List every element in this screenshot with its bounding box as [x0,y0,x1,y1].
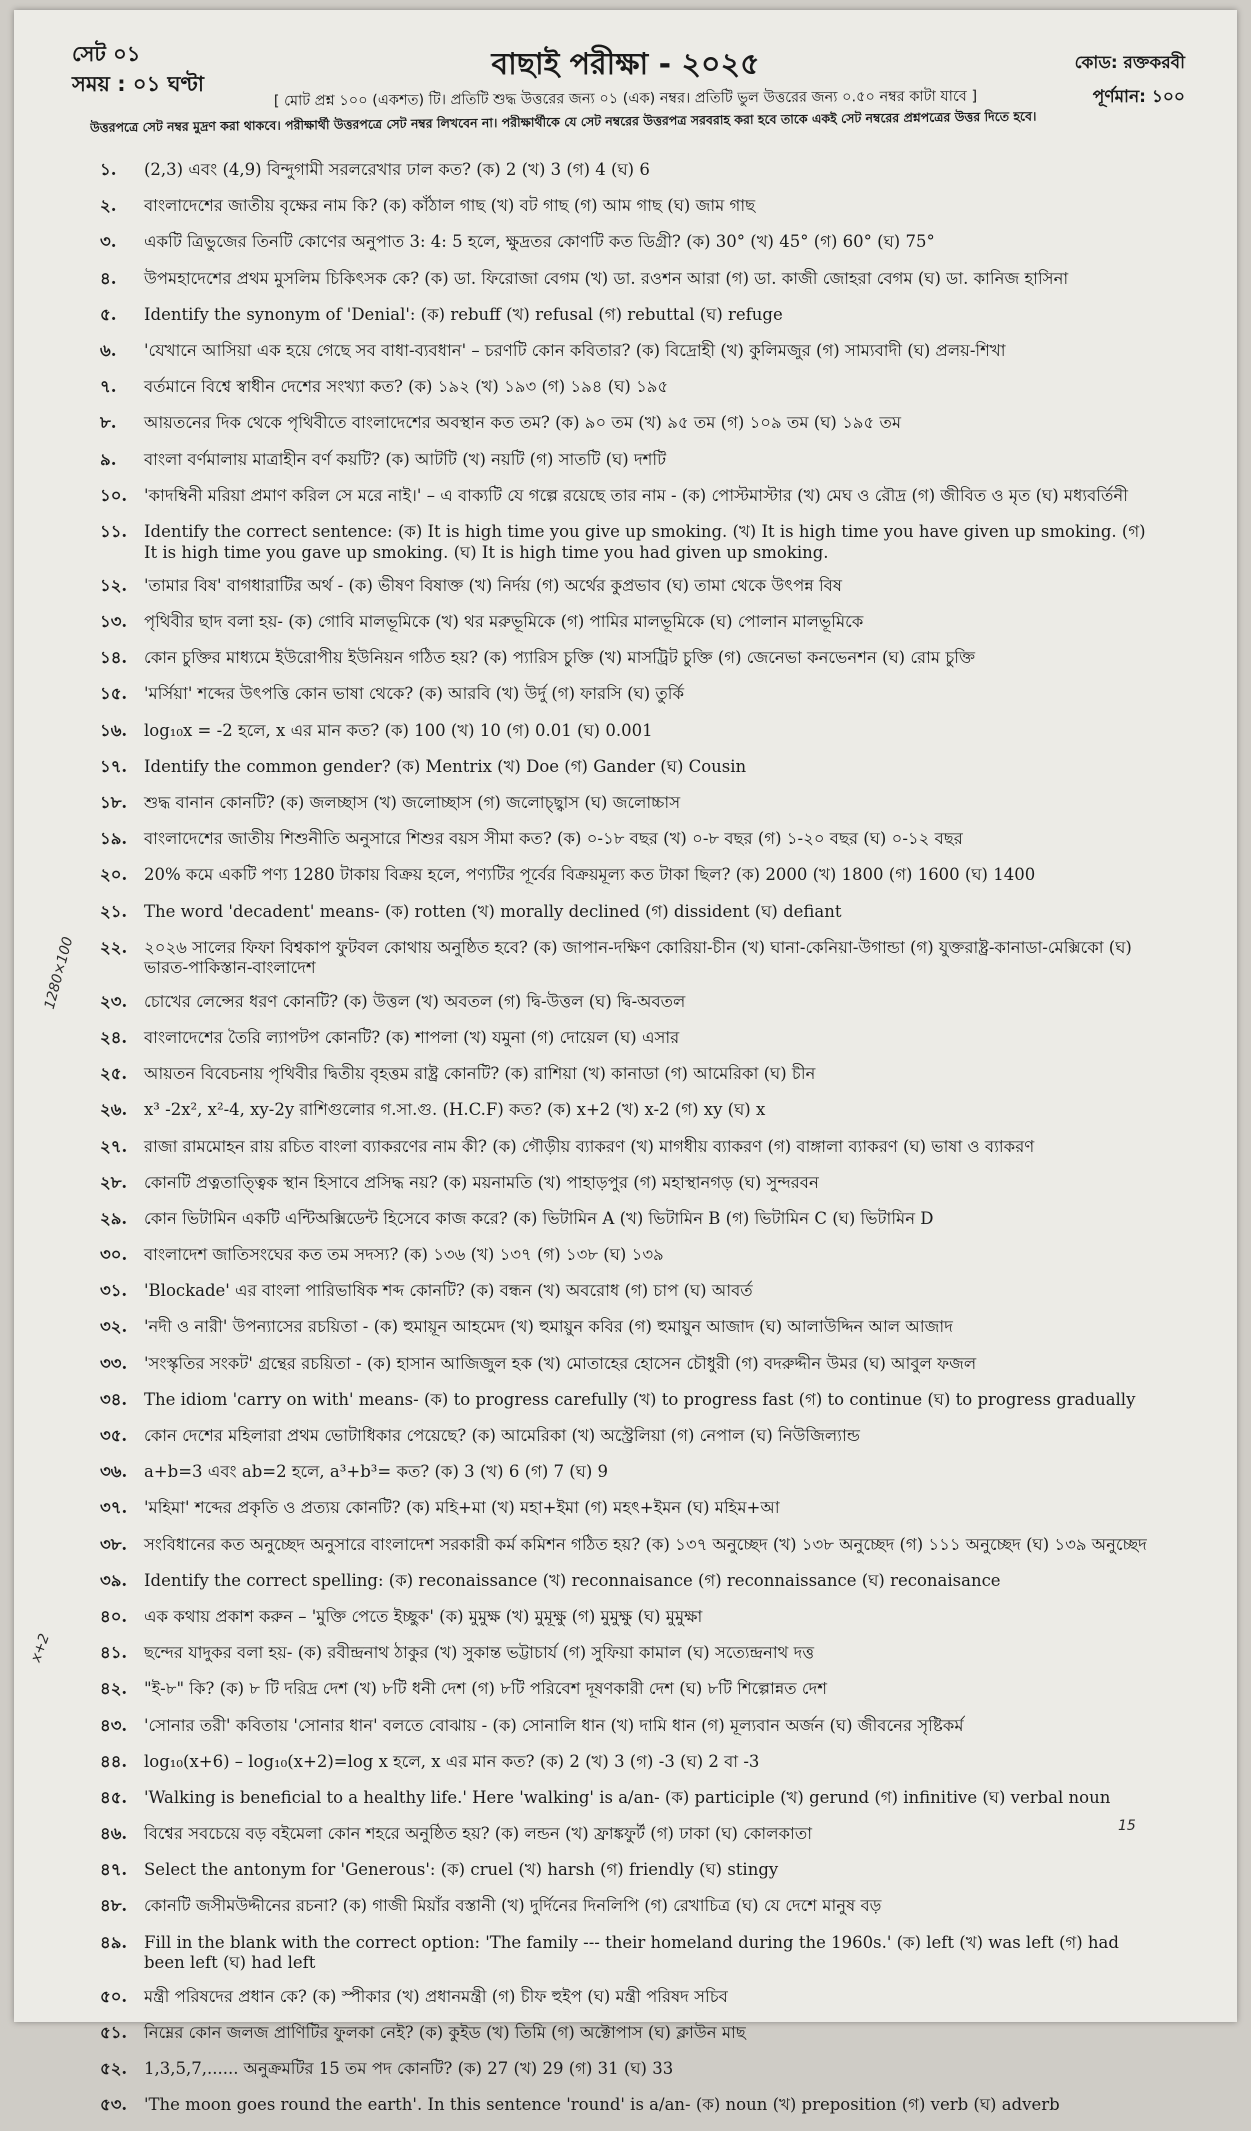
question-item [100,684,1160,720]
question-number: ৪১. [100,1643,128,1663]
set-number: সেট ০১ [72,42,141,66]
question-item [100,1028,1160,1064]
question-number: ২৮. [100,1172,128,1192]
question-text: The idiom 'carry on with' means- (ক) to progress carefully (খ) to progress fast (গ) to continue (ঘ) to progress gradually [144,1389,1136,1409]
question-text: উপমহাদেশের প্রথম মুসলিম চিকিৎসক কে? (ক) ডা. ফিরোজা বেগম (খ) ডা. রওশন আরা (গ) ডা. কাজী জোহরা বেগম (ঘ) ডা. কানিজ হাসিনা [144,268,1069,288]
question-item [100,377,1160,413]
question-text: কোন চুক্তির মাধ্যমে ইউরোপীয় ইউনিয়ন গঠিত হয়? (ক) প্যারিস চুক্তি (খ) মাসট্রিট চুক্তি (গ) জেনেভা কনভেনশন (ঘ) রোম চুক্তি [144,648,975,668]
question-text: log₁₀(x+6) – log₁₀(x+2)=log x হলে, x এর মান কত? (ক) 2 (খ) 3 (গ) -3 (ঘ) 2 বা -3 [144,1751,760,1771]
question-text: x³ -2x², x²-4, xy-2y রাশিগুলোর গ.সা.গু. (H.C.F) কত? (ক) x+2 (খ) x-2 (গ) xy (ঘ) x [144,1100,766,1120]
question-item [100,1860,1160,1896]
question-text: 'কাদম্বিনী মরিয়া প্রমাণ করিল সে মরে নাই।' – এ বাক্যটি যে গল্পে রয়েছে তার নাম - (ক) পোস্টমাস্টার (খ) মেঘ ও রৌদ্র (গ) জীবিত ও মৃত (ঘ) মধ্যবর্তিনী [144,485,1128,505]
question-number: ৪০. [100,1606,128,1626]
question-number: ৩৭. [100,1498,128,1518]
question-number: ২৬. [100,1100,128,1120]
question-text: 'মর্সিয়া' শব্দের উৎপত্তি কোন ভাষা থেকে? (ক) আরবি (খ) উর্দু (গ) ফারসি (ঘ) তুর্কি [144,684,685,704]
question-item [100,1462,1160,1498]
question-text: ২০২৬ সালের ফিফা বিশ্বকাপ ফুটবল কোথায় অনুষ্ঠিত হবে? (ক) জাপান-দক্ষিণ কোরিয়া-চীন (খ) ঘানা-কেনিয়া-উগান্ডা (গ) যুক্তরাষ্ট্র-কানাডা-মেক্সিকো (ঘ) ভারত-পাকিস্তান-বাংলাদেশ [144,937,1132,978]
question-number: ৪৭. [100,1860,128,1880]
question-item [100,992,1160,1028]
question-item [100,1535,1160,1571]
question-text: Identify the common gender? (ক) Mentrix (খ) Doe (গ) Gander (ঘ) Cousin [144,756,747,776]
question-text: বাংলাদেশের জাতীয় বৃক্ষের নাম কি? (ক) কাঁঠাল গাছ (খ) বট গাছ (গ) আম গাছ (ঘ) জাম গাছ [144,196,756,216]
question-number: ৩০. [100,1245,128,1265]
question-text: 'সোনার তরী' কবিতায় 'সোনার ধান' বলতে বোঝায় - (ক) সোনালি ধান (খ) দামি ধান (গ) মূল্যবান অর্জন (ঘ) জীবনের সৃষ্টিকর্ম [144,1715,964,1735]
question-number: ৩৮. [100,1534,128,1554]
question-number: ২. [100,196,117,216]
question-number: ৩৪. [100,1389,128,1409]
margin-note: 1280×100 [41,935,77,1011]
question-text: কোন ভিটামিন একটি এন্টিঅক্সিডেন্ট হিসেবে কাজ করে? (ক) ভিটামিন A (খ) ভিটামিন B (গ) ভিটামিন C (ঘ) ভিটামিন D [144,1208,934,1228]
question-text: বর্তমানে বিশ্বে স্বাধীন দেশের সংখ্যা কত? (ক) ১৯২ (খ) ১৯৩ (গ) ১৯৪ (ঘ) ১৯৫ [144,377,669,397]
question-text: কোনটি প্রত্নতাত্ত্বিক স্থান হিসাবে প্রসিদ্ধ নয়? (ক) ময়নামতি (খ) পাহাড়পুর (গ) মহাস্থানগড় (ঘ) সুন্দরবন [144,1172,819,1192]
question-item [100,2095,1160,2131]
question-item [100,829,1160,865]
question-number: ৩৩. [100,1353,128,1373]
question-item [100,1679,1160,1715]
question-item [100,160,1160,196]
question-text: 20% কমে একটি পণ্য 1280 টাকায় বিক্রয় হলে, পণ্যটির পূর্বের বিক্রয়মূল্য কত টাকা ছিল? (ক) 2000 (খ) 1800 (গ) 1600 (ঘ) 1400 [144,865,1036,885]
question-item [100,1643,1160,1679]
question-item [100,1788,1160,1824]
margin-note: 15 [1118,1818,1136,1834]
question-text: log₁₀x = -2 হলে, x এর মান কত? (ক) 100 (খ) 10 (গ) 0.01 (ঘ) 0.001 [144,720,653,740]
question-text: 'নদী ও নারী' উপন্যাসের রচয়িতা - (ক) হুমায়ূন আহমেদ (খ) হুমায়ুন কবির (গ) হুমায়ুন আজাদ (ঘ) আলাউদ্দিন আল আজাদ [144,1317,953,1337]
question-item [100,1317,1160,1353]
question-number: ৪৩. [100,1715,128,1735]
question-number: ২১. [100,901,128,921]
question-text: 'যেখানে আসিয়া এক হয়ে গেছে সব বাধা-ব্যবধান' – চরণটি কোন কবিতার? (ক) বিদ্রোহী (খ) কুলিমজুর (গ) সাম্যবাদী (ঘ) প্রলয়-শিখা [144,340,1006,360]
question-number: ১. [100,160,117,179]
question-number: ৪৪. [100,1751,128,1771]
question-text: নিম্নের কোন জলজ প্রাণিটির ফুলকা নেই? (ক) কুইড (খ) তিমি (গ) অক্টোপাস (ঘ) ক্লাউন মাছ [144,2022,746,2042]
instruction-marks: [ মোট প্রশ্ন ১০০ (একশত) টি। প্রতিটি শুদ্ধ উত্তরের জন্য ০১ (এক) নম্বর। প্রতিটি ভুল উত্তরের জন্য ০.৫০ নম্বর কাটা যাবে ] [273,88,978,110]
question-text: কোন দেশের মহিলারা প্রথম ভোটাধিকার পেয়েছে? (ক) আমেরিকা (খ) অস্ট্রেলিয়া (গ) নেপাল (ঘ) নিউজিল্যান্ড [144,1426,860,1445]
question-number: ৩৯. [100,1570,128,1590]
question-number: ২৫. [100,1064,128,1084]
question-item [100,576,1160,612]
question-item [100,1100,1160,1136]
question-number: ৪২. [100,1679,128,1699]
question-number: ১০. [100,485,128,505]
question-number: ৩৫. [100,1426,128,1445]
question-text: 'The moon goes round the earth'. In this sentence 'round' is a/an- (ক) noun (খ) preposition (গ) verb (ঘ) adverb [144,2095,1060,2115]
question-text: রাজা রামমোহন রায় রচিত বাংলা ব্যাকরণের নাম কী? (ক) গৌড়ীয় ব্যাকরণ (খ) মাগধীয় ব্যাকরণ (গ) বাঙ্গালা ব্যাকরণ (ঘ) ভাষা ও ব্যাকরণ [144,1136,1035,1156]
question-item [100,232,1160,268]
question-number: ৩২. [100,1317,128,1337]
question-item [100,1933,1160,1987]
question-number: ১৭. [100,756,128,776]
question-number: ১৮. [100,793,128,812]
page-title: বাছাই পরীক্ষা - ২০২৫ [491,47,760,82]
question-text: বাংলাদেশ জাতিসংঘের কত তম সদস্য? (ক) ১৩৬ (খ) ১৩৭ (গ) ১৩৮ (ঘ) ১৩৯ [144,1245,664,1265]
question-item [100,341,1160,377]
question-item [100,1571,1160,1607]
question-text: 'Walking is beneficial to a healthy life.' Here 'walking' is a/an- (ক) participle (খ) gerund (গ) infinitive (ঘ) verbal noun [144,1787,1111,1807]
question-number: ৪. [100,268,117,288]
question-number: ৪৫. [100,1787,128,1807]
question-item [100,196,1160,232]
question-number: ১২. [100,575,128,595]
question-text: সংবিধানের কত অনুচ্ছেদ অনুসারে বাংলাদেশ সরকারী কর্ম কমিশন গঠিত হয়? (ক) ১৩৭ অনুচ্ছেদ (খ) ১৩৮ অনুচ্ছেদ (গ) ১১১ অনুচ্ছেদ (ঘ) ১৩৯ অনুচ্ছেদ [144,1534,1147,1554]
question-number: ৩১. [100,1281,128,1301]
question-text: Fill in the blank with the correct option: 'The family --- their homeland during the 1960s.' (ক) left (খ) was left (গ) had been left (ঘ) had left [144,1932,1119,1973]
question-number: ২২. [100,937,128,957]
question-text: চোখের লেন্সের ধরণ কোনটি? (ক) উত্তল (খ) অবতল (গ) দ্বি-উত্তল (ঘ) দ্বি-অবতল [144,991,686,1011]
question-text: 'মহিমা' শব্দের প্রকৃতি ও প্রত্যয় কোনটি? (ক) মহি+মা (খ) মহা+ইমা (গ) মহৎ+ইমন (ঘ) মহিম+আ [144,1498,780,1518]
question-text: বাংলা বর্ণমালায় মাত্রাহীন বর্ণ কয়টি? (ক) আটটি (খ) নয়টি (গ) সাতটি (ঘ) দশটি [144,449,667,469]
question-number: ১৪. [100,648,128,668]
question-text: বাংলাদেশের জাতীয় শিশুনীতি অনুসারে শিশুর বয়স সীমা কত? (ক) ০-১৮ বছর (খ) ০-৮ বছর (গ) ১-২০ বছর (ঘ) ০-১২ বছর [144,829,963,849]
question-number: ২০. [100,865,128,885]
question-text: Identify the synonym of 'Denial': (ক) rebuff (খ) refusal (গ) rebuttal (ঘ) refuge [144,304,783,324]
question-item [100,1354,1160,1390]
question-text: "ই-৮" কি? (ক) ৮ টি দরিদ্র দেশ (খ) ৮টি ধনী দেশ (গ) ৮টি পরিবেশ দূষণকারী দেশ (ঘ) ৮টি শিল্পোন্নত দেশ [144,1679,828,1699]
question-number: ৩. [100,232,117,252]
question-item [100,1987,1160,2023]
question-number: ৫১. [100,2022,128,2042]
exam-duration: সময় : ০১ ঘণ্টা [72,72,204,96]
question-item [100,1064,1160,1100]
question-item [100,2059,1160,2095]
question-number: ৪৬. [100,1824,128,1844]
full-marks: পূর্ণমান: ১০০ [1092,87,1185,107]
question-text: 'সংস্কৃতির সংকট' গ্রন্থের রচয়িতা - (ক) হাসান আজিজুল হক (খ) মোতাহের হোসেন চৌধুরী (গ) বদরুদ্দীন উমর (ঘ) আবুল ফজল [144,1353,977,1373]
question-item [100,1716,1160,1752]
question-number: ১১. [100,521,128,541]
question-text: Identify the correct sentence: (ক) It is high time you give up smoking. (খ) It is high time you have given up smoking. (গ) It is high time you gave up smoking. (ঘ) It is high time you had given up smoking. [144,521,1146,562]
question-item [100,1245,1160,1281]
question-item [100,486,1160,522]
question-number: ২৯. [100,1208,128,1228]
question-item [100,1281,1160,1317]
question-item [100,305,1160,341]
question-item [100,1173,1160,1209]
question-text: 1,3,5,7,...... অনুক্রমটির 15 তম পদ কোনটি? (ক) 27 (খ) 29 (গ) 31 (ঘ) 33 [144,2059,674,2078]
question-item [100,1824,1160,1860]
question-number: ১৬. [100,720,128,740]
question-text: বাংলাদেশের তৈরি ল্যাপটপ কোনটি? (ক) শাপলা (খ) যমুনা (গ) দোয়েল (ঘ) এসার [144,1027,680,1047]
question-number: ৫৩. [100,2095,128,2115]
question-item [100,902,1160,938]
question-item [100,1390,1160,1426]
question-text: ছন্দের যাদুকর বলা হয়- (ক) রবীন্দ্রনাথ ঠাকুর (খ) সুকান্ত ভট্টাচার্য (গ) সুফিয়া কামাল (ঘ) সত্যেন্দ্রনাথ দত্ত [144,1643,815,1663]
question-number: ৯. [100,449,117,469]
question-item [100,865,1160,901]
question-number: ১৩. [100,612,128,632]
question-number: ৮. [100,413,117,433]
question-item [100,612,1160,648]
question-text: Identify the correct spelling: (ক) reconaissance (খ) reconnaisance (গ) reconnaissance (ঘ) reconaisance [144,1570,1001,1590]
question-text: Select the antonym for 'Generous': (ক) cruel (খ) harsh (গ) friendly (ঘ) stingy [144,1860,779,1880]
question-item [100,1896,1160,1932]
question-number: ৭. [100,377,117,397]
question-item [100,450,1160,486]
question-text: আয়তন বিবেচনায় পৃথিবীর দ্বিতীয় বৃহত্তম রাষ্ট্র কোনটি? (ক) রাশিয়া (খ) কানাডা (গ) আমেরিকা (ঘ) চীন [144,1064,816,1084]
question-item [100,1752,1160,1788]
question-text: 'Blockade' এর বাংলা পারিভাষিক শব্দ কোনটি? (ক) বন্ধন (খ) অবরোধ (গ) চাপ (ঘ) আবর্ত [144,1281,753,1301]
question-text: আয়তনের দিক থেকে পৃথিবীতে বাংলাদেশের অবস্থান কত তম? (ক) ৯০ তম (খ) ৯৫ তম (গ) ১০৯ তম (ঘ) ১৯৫ তম [144,413,901,433]
margin-note: x+2 [28,1631,53,1665]
question-text: এক কথায় প্রকাশ করুন – 'মুক্তি পেতে ইচ্ছুক' (ক) মুমুক্ষ (খ) মুমূক্ষু (গ) মুমুক্ষু (ঘ) মুমুক্ষা [144,1606,703,1626]
question-item [100,757,1160,793]
question-number: ৫২. [100,2059,128,2078]
question-number: ৫০. [100,1986,128,2006]
question-text: পৃথিবীর ছাদ বলা হয়- (ক) গোবি মালভূমিকে (খ) থর মরুভূমিকে (গ) পামির মালভূমিকে (ঘ) পোলান মালভূমিকে [144,612,864,632]
question-text: শুদ্ধ বানান কোনটি? (ক) জলচ্ছাস (খ) জলোচ্ছাস (গ) জলোচ্ছ্বাস (ঘ) জলোচ্চাস [144,793,681,812]
question-text: কোনটি জসীমউদ্দীনের রচনা? (ক) গাজী মিয়াঁর বস্তানী (খ) দুর্দিনের দিনলিপি (গ) রেখাচিত্র (ঘ) যে দেশে মানুষ বড় [144,1896,882,1916]
exam-code: কোড: রক্তকরবী [1074,53,1185,73]
question-text: The word 'decadent' means- (ক) rotten (খ) morally declined (গ) dissident (ঘ) defiant [144,901,842,921]
question-text: (2,3) এবং (4,9) বিন্দুগামী সরলরেখার ঢাল কত? (ক) 2 (খ) 3 (গ) 4 (ঘ) 6 [144,160,650,179]
question-number: ৫. [100,304,117,324]
question-item [100,1498,1160,1534]
question-item [100,648,1160,684]
instruction-set: উত্তরপত্রে সেট নম্বর মুদ্রণ করা থাকবে। পরীক্ষার্থী উত্তরপত্রে সেট নম্বর লিখবেন না। পরীক্ষার্থীকে যে সেট নম্বরের উত্তরপত্র সরবরাহ করা হবে তাকে একই সেট নম্বরের প্রশ্নপত্রের উত্তর দিতে হবে। [89,108,1037,135]
question-item [100,793,1160,829]
question-number: ৩৬. [100,1462,128,1482]
question-item [100,1137,1160,1173]
question-number: ২৩. [100,991,128,1011]
question-text: a+b=3 এবং ab=2 হলে, a³+b³= কত? (ক) 3 (খ) 6 (গ) 7 (ঘ) 9 [144,1462,609,1482]
question-number: ২৭. [100,1136,128,1156]
question-number: ২৪. [100,1027,128,1047]
question-number: ৪৮. [100,1896,128,1916]
question-item [100,1426,1160,1462]
question-text: 'তামার বিষ' বাগধারাটির অর্থ - (ক) ভীষণ বিষাক্ত (খ) নির্দয় (গ) অর্থের কুপ্রভাব (ঘ) তামা থেকে উৎপন্ন বিষ [144,575,842,595]
question-number: ১৫. [100,684,128,704]
question-text: বিশ্বের সবচেয়ে বড় বইমেলা কোন শহরে অনুষ্ঠিত হয়? (ক) লন্ডন (খ) ফ্রাঙ্কফুর্ট (গ) ঢাকা (ঘ) কোলকাতা [144,1824,813,1844]
question-item [100,522,1160,576]
question-number: ৬. [100,340,117,360]
question-number: ৪৯. [100,1932,128,1952]
question-number: ১৯. [100,829,128,849]
question-item [100,938,1160,992]
question-item [100,269,1160,305]
question-list [100,160,1160,2131]
question-item [100,721,1160,757]
question-item [100,413,1160,449]
question-text: একটি ত্রিভুজের তিনটি কোণের অনুপাত 3: 4: 5 হলে, ক্ষুদ্রতর কোণটি কত ডিগ্রী? (ক) 30° (খ) 45° (গ) 60° (ঘ) 75° [144,232,935,252]
question-text: মন্ত্রী পরিষদের প্রধান কে? (ক) স্পীকার (খ) প্রধানমন্ত্রী (গ) চীফ হুইপ (ঘ) মন্ত্রী পরিষদ সচিব [144,1986,728,2006]
question-item [100,1607,1160,1643]
question-item [100,2023,1160,2059]
question-item [100,1209,1160,1245]
